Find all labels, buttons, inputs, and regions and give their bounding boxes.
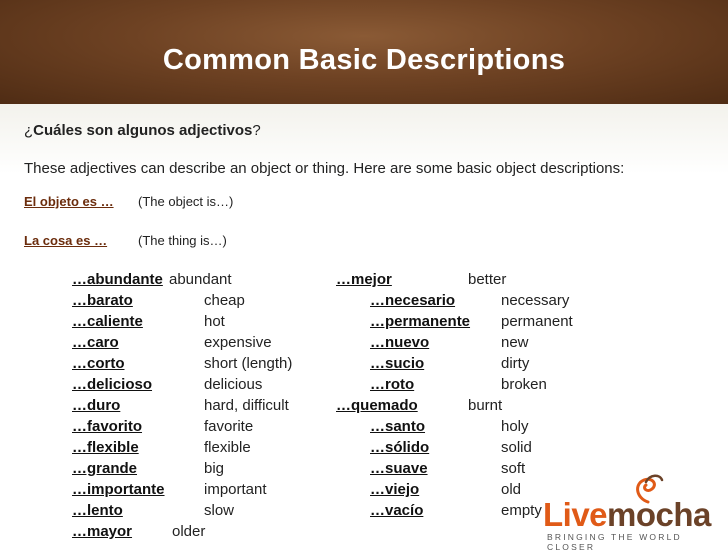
example-phrase: La cosa es … [24, 233, 108, 248]
english-translation: empty [501, 502, 542, 519]
spanish-adjective: …roto [370, 376, 415, 393]
livemocha-logo [543, 496, 711, 534]
spanish-adjective: …santo [370, 418, 426, 435]
spanish-adjective: …permanente [370, 313, 471, 330]
english-translation: flexible [204, 439, 251, 456]
spanish-adjective: …abundante [72, 271, 163, 288]
spanish-adjective: …suave [370, 460, 428, 477]
english-translation: solid [501, 439, 532, 456]
question-line [24, 122, 261, 139]
spanish-adjective: …delicioso [72, 376, 153, 393]
english-translation: soft [501, 460, 526, 477]
spanish-adjective: …corto [72, 355, 125, 372]
spanish-adjective: …favorito [72, 418, 143, 435]
question-prefix: ¿ [24, 122, 34, 139]
english-translation: expensive [204, 334, 272, 351]
spanish-adjective: …viejo [370, 481, 420, 498]
english-translation: holy [501, 418, 529, 435]
spanish-adjective: …lento [72, 502, 123, 519]
spanish-adjective: …sucio [370, 355, 425, 372]
english-translation: big [204, 460, 225, 477]
english-translation: older [172, 523, 206, 540]
logo-tagline: BRINGING THE WORLD CLOSER [547, 532, 682, 552]
spanish-adjective: …mejor [336, 271, 392, 288]
english-translation: hard, difficult [204, 397, 289, 414]
english-translation: necessary [501, 292, 570, 309]
english-translation: delicious [204, 376, 263, 393]
logo-part2: mocha [607, 496, 711, 533]
english-translation: burnt [468, 397, 503, 414]
spanish-adjective: …caliente [72, 313, 143, 330]
spanish-adjective: …mayor [72, 523, 133, 540]
spanish-adjective: …importante [72, 481, 165, 498]
spanish-adjective: …nuevo [370, 334, 430, 351]
english-translation: new [501, 334, 529, 351]
example-phrase: El objeto es … [24, 194, 114, 209]
spanish-adjective: …vacío [370, 502, 424, 519]
spanish-adjective: …barato [72, 292, 133, 309]
question-bold: Cuáles son algunos adjectivos [33, 122, 253, 139]
spanish-adjective: …caro [72, 334, 119, 351]
english-translation: permanent [501, 313, 573, 330]
english-translation: broken [501, 376, 547, 393]
english-translation: slow [204, 502, 235, 519]
english-translation: dirty [501, 355, 530, 372]
question-suffix: ? [252, 122, 261, 139]
english-translation: short (length) [204, 355, 293, 372]
example-translation: (The object is…) [138, 194, 234, 209]
intro-text: These adjectives can describe an object or thing. Here are some basic object descriptions: [24, 160, 625, 177]
english-translation: important [204, 481, 267, 498]
english-translation: hot [204, 313, 225, 330]
spanish-adjective: …sólido [370, 439, 430, 456]
english-translation: better [468, 271, 507, 288]
slide-title: Common Basic Descriptions [162, 44, 566, 76]
spanish-adjective: …flexible [72, 439, 139, 456]
english-translation: old [501, 481, 522, 498]
spanish-adjective: …necesario [370, 292, 456, 309]
logo-part1: Live [543, 496, 608, 533]
english-translation: cheap [204, 292, 245, 309]
spanish-adjective: …grande [72, 460, 138, 477]
english-translation: favorite [204, 418, 254, 435]
spanish-adjective: …quemado [336, 397, 418, 414]
spanish-adjective: …duro [72, 397, 121, 414]
example-translation: (The thing is…) [138, 233, 227, 248]
english-translation: abundant [169, 271, 232, 288]
